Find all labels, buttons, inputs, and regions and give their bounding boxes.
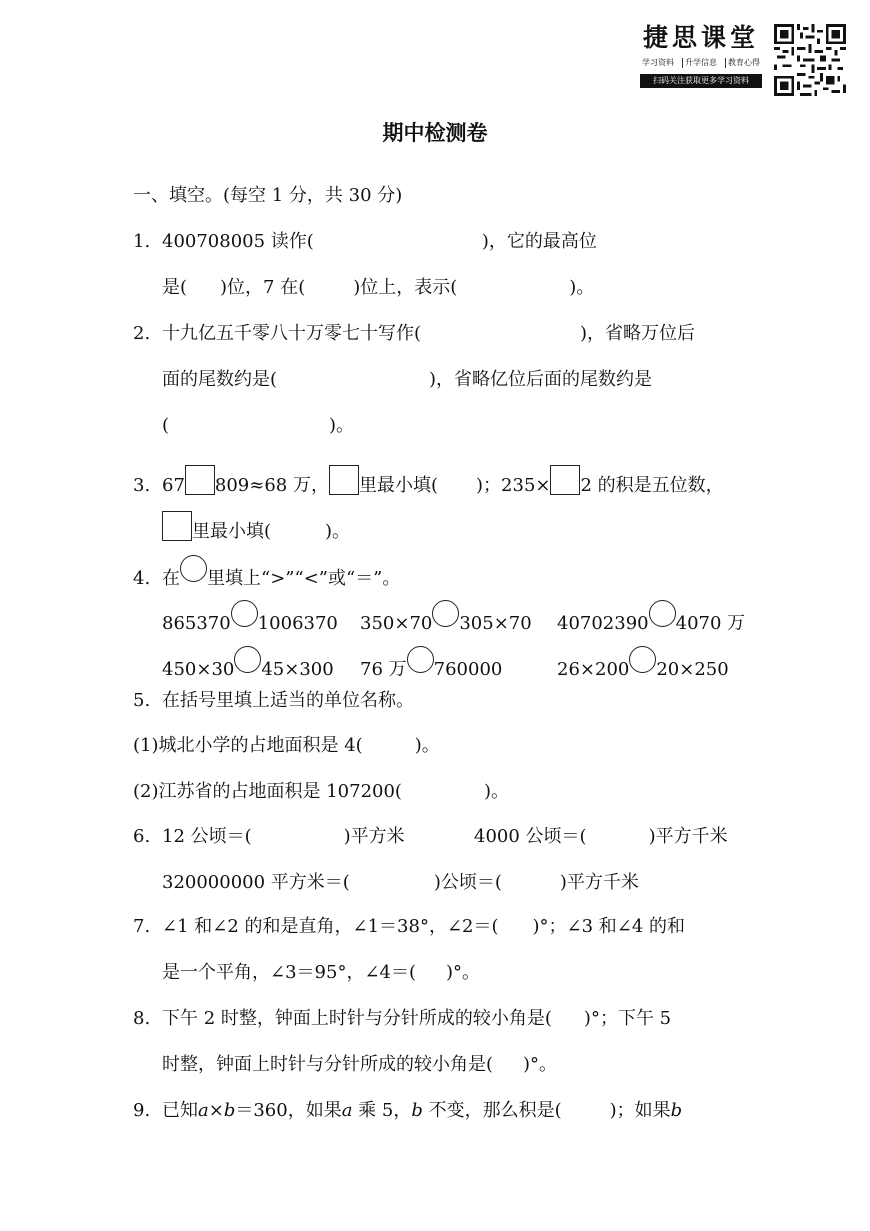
compare-item [360, 646, 502, 683]
text: )公顷＝( [433, 872, 502, 893]
compare-circle[interactable] [629, 646, 656, 673]
compare-circle[interactable] [407, 646, 434, 673]
compare-circle[interactable] [649, 600, 676, 627]
text: )，省略亿位后面的尾数约是 [429, 369, 653, 390]
text: 12 公顷＝( [162, 826, 252, 847]
compare-item [162, 646, 334, 683]
text: ＝360，如果 [235, 1100, 342, 1121]
question-number: 8. [133, 1008, 151, 1029]
compare-item [360, 600, 532, 637]
text: 里最小填( [192, 521, 272, 542]
text: 在 [162, 568, 180, 589]
question-3-line-2 [162, 511, 350, 545]
text: 2 的积是五位数， [580, 475, 724, 496]
text: 下午 2 时整，钟面上时针与分针所成的较小角是( [162, 1008, 552, 1029]
question-6-line-1b [474, 824, 728, 850]
text: )平方千米 [559, 872, 639, 893]
compare-item [162, 600, 338, 637]
text: 不变，那么积是( [422, 1100, 562, 1121]
question-5-line-1 [133, 688, 414, 714]
answer-box[interactable] [185, 465, 215, 495]
text: ( [162, 415, 170, 436]
variable: b [670, 1100, 683, 1121]
text: (2)江苏省的占地面积是 107200( [133, 781, 402, 802]
question-8-line-1 [133, 1006, 671, 1032]
text: )。 [483, 781, 509, 802]
question-number: 6. [133, 826, 151, 847]
question-2-line-2 [162, 367, 652, 393]
text: 时整，钟面上时针与分针所成的较小角是( [162, 1054, 494, 1075]
page-title: 期中检测卷 [382, 121, 488, 145]
text: 在括号里填上适当的单位名称。 [162, 690, 414, 711]
text: 26×200 [557, 659, 630, 680]
question-number: 9. [133, 1100, 151, 1121]
text: 760000 [433, 659, 503, 680]
text: (1)城北小学的占地面积是 4( [133, 735, 363, 756]
variable: b [411, 1100, 423, 1121]
text: × [208, 1100, 224, 1121]
brand-tag: 教育心得 [725, 58, 762, 68]
answer-box[interactable] [329, 465, 359, 495]
question-5-part-1 [133, 733, 440, 759]
text: )°；下午 5 [583, 1008, 672, 1029]
text: )位上，表示( [353, 277, 458, 298]
compare-circle[interactable] [231, 600, 258, 627]
question-6-line-1 [133, 824, 405, 850]
text: 里填上“>”“<”或“＝”。 [207, 568, 401, 589]
variable: a [341, 1100, 353, 1121]
text: 305×70 [459, 613, 532, 634]
question-5-part-2 [133, 779, 509, 805]
text: 320000000 平方米＝( [162, 872, 350, 893]
question-6-line-2 [162, 870, 639, 896]
text: )平方千米 [648, 826, 728, 847]
text: ∠1 和∠2 的和是直角，∠1＝38°，∠2＝( [162, 916, 499, 937]
text: 是一个平角，∠3＝95°，∠4＝( [162, 962, 416, 983]
compare-item [557, 600, 745, 637]
question-number: 3. [133, 475, 151, 496]
text: )°。 [523, 1054, 558, 1075]
brand-banner: 扫码关注获取更多学习资料 [640, 74, 762, 88]
text: 乘 5， [352, 1100, 412, 1121]
text: )。 [329, 415, 355, 436]
compare-circle[interactable] [432, 600, 459, 627]
question-number: 4. [133, 568, 151, 589]
section-heading: 一、填空。(每空 1 分，共 30 分) [133, 185, 403, 206]
variable: a [198, 1100, 209, 1121]
brand-name: 捷思课堂 [642, 23, 759, 52]
text: )°。 [446, 962, 481, 983]
text: )位，7 在( [220, 277, 306, 298]
brand-tag: 学习资料 [642, 58, 674, 67]
question-8-line-2 [162, 1052, 557, 1078]
text: 4000 公顷＝( [474, 826, 587, 847]
brand-tags [640, 58, 762, 68]
brand-block [640, 22, 762, 88]
qr-code-icon [774, 24, 846, 96]
brand-tag: 升学信息 [682, 58, 719, 68]
text: 20×250 [656, 659, 729, 680]
text: 已知 [162, 1100, 198, 1121]
text: 400708005 读作( [162, 231, 314, 252]
text: 是( [162, 277, 188, 298]
text: 里最小填( [358, 475, 439, 496]
question-9-line-1 [133, 1098, 682, 1124]
text: )，省略万位后 [580, 323, 696, 344]
text: 4070 万 [675, 613, 746, 634]
text: )。 [325, 521, 351, 542]
compare-item [557, 646, 729, 683]
question-2-line-1 [133, 321, 695, 347]
question-1-line-2 [162, 275, 594, 301]
question-number: 2. [133, 323, 151, 344]
circle-blank-icon [180, 555, 207, 582]
question-1-line-1 [133, 229, 597, 255]
answer-box[interactable] [162, 511, 192, 541]
text: )。 [414, 735, 440, 756]
question-number: 1. [133, 231, 151, 252]
variable: b [223, 1100, 236, 1121]
text: )。 [569, 277, 595, 298]
question-7-line-1 [133, 914, 685, 940]
question-2-line-3 [162, 413, 354, 439]
text: )；如果 [609, 1100, 671, 1121]
question-7-line-2 [162, 960, 480, 986]
text: 40702390 [557, 613, 649, 634]
text: 450×30 [162, 659, 235, 680]
text: )°；∠3 和∠4 的和 [532, 916, 686, 937]
text: 1006370 [257, 613, 338, 634]
compare-circle[interactable] [234, 646, 261, 673]
text: 76 万 [360, 659, 407, 680]
text: 350×70 [360, 613, 433, 634]
text: 面的尾数约是( [162, 369, 278, 390]
text: 十九亿五千零八十万零七十写作( [162, 323, 422, 344]
text: )；235× [476, 475, 551, 496]
answer-box[interactable] [550, 465, 580, 495]
text: 809≈68 万， [214, 475, 329, 496]
text: )，它的最高位 [481, 231, 597, 252]
question-number: 5. [133, 690, 151, 711]
question-4-line-1 [133, 555, 400, 592]
text: 67 [162, 475, 185, 496]
question-3-line-1 [133, 465, 724, 499]
text: 865370 [162, 613, 231, 634]
text: )平方米 [343, 826, 405, 847]
text: 45×300 [261, 659, 334, 680]
question-number: 7. [133, 916, 151, 937]
